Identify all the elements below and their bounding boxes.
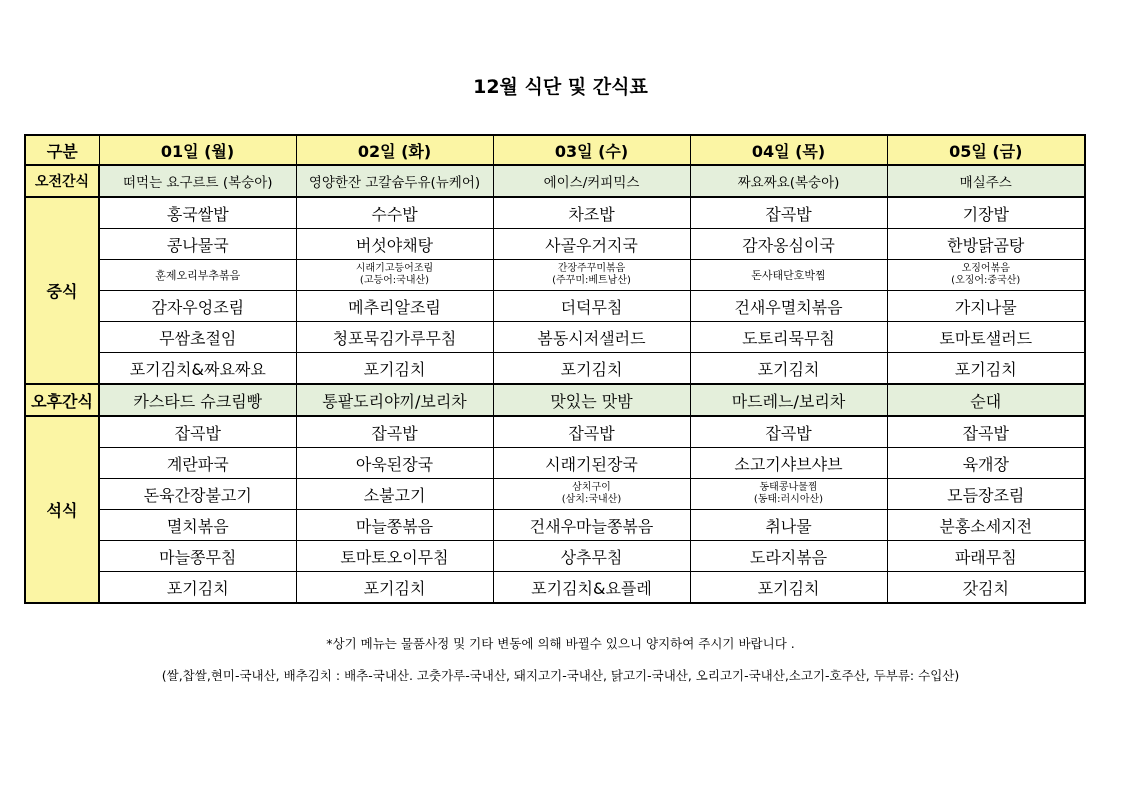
menu-cell: 가지나물 bbox=[887, 291, 1085, 322]
menu-cell bbox=[296, 260, 493, 291]
menu-cell: 잡곡밥 bbox=[690, 197, 887, 229]
menu-cell: 계란파국 bbox=[99, 448, 296, 479]
menu-row bbox=[25, 448, 1085, 479]
menu-cell: 건새우마늘쫑볶음 bbox=[493, 510, 690, 541]
menu-cell: 포기김치 bbox=[690, 572, 887, 604]
origin-note: (동태:러시아산) bbox=[753, 494, 824, 505]
origin-text: (쌀,찹쌀,현미-국내산, 배추김치 : 배추-국내산. 고춧가루-국내산, 돼지고기-국내산, 닭고기-국내산, 오리고기-국내산,소고기-호주산, 두부류: 수입산) bbox=[161, 668, 960, 683]
category-label: 석식 bbox=[25, 416, 99, 603]
day-header: 03일 (수) bbox=[493, 135, 690, 165]
menu-row bbox=[25, 479, 1085, 510]
menu-cell: 시래기된장국 bbox=[493, 448, 690, 479]
menu-cell: 잡곡밥 bbox=[99, 416, 296, 448]
menu-cell: 취나물 bbox=[690, 510, 887, 541]
menu-cell: 잡곡밥 bbox=[296, 416, 493, 448]
menu-cell: 포기김치 bbox=[887, 353, 1085, 385]
menu-cell: 포기김치 bbox=[99, 572, 296, 604]
snack-cell: 매실주스 bbox=[887, 165, 1085, 197]
menu-cell: 훈제오리부추볶음 bbox=[99, 260, 296, 291]
menu-row bbox=[25, 291, 1085, 322]
menu-item-text: 동태콩나물찜 bbox=[759, 482, 818, 493]
menu-row bbox=[25, 229, 1085, 260]
menu-cell: 상추무침 bbox=[493, 541, 690, 572]
menu-cell: 감자옹심이국 bbox=[690, 229, 887, 260]
header-row bbox=[25, 135, 1085, 165]
menu-cell: 포기김치 bbox=[493, 353, 690, 385]
menu-cell: 버섯야채탕 bbox=[296, 229, 493, 260]
menu-cell: 아욱된장국 bbox=[296, 448, 493, 479]
morning-snack-row bbox=[25, 165, 1085, 197]
menu-cell: 육개장 bbox=[887, 448, 1085, 479]
snack-cell: 맛있는 맛밤 bbox=[493, 384, 690, 416]
snack-cell: 짜요짜요(복숭아) bbox=[690, 165, 887, 197]
menu-item-text: 간장주꾸미볶음 bbox=[557, 263, 626, 274]
menu-cell: 더덕무침 bbox=[493, 291, 690, 322]
menu-cell: 포기김치&짜요짜요 bbox=[99, 353, 296, 385]
menu-row bbox=[25, 510, 1085, 541]
day-header: 04일 (목) bbox=[690, 135, 887, 165]
menu-item-text: 삼치구이 bbox=[572, 482, 611, 493]
menu-row bbox=[25, 260, 1085, 291]
menu-cell: 감자우엉조림 bbox=[99, 291, 296, 322]
menu-cell: 메추리알조림 bbox=[296, 291, 493, 322]
menu-cell: 도토리묵무침 bbox=[690, 322, 887, 353]
menu-cell: 잡곡밥 bbox=[887, 416, 1085, 448]
menu-cell: 모듬장조림 bbox=[887, 479, 1085, 510]
header-category: 구분 bbox=[25, 135, 99, 165]
menu-cell: 청포묵김가루무침 bbox=[296, 322, 493, 353]
menu-cell: 포기김치 bbox=[296, 572, 493, 604]
menu-item-text: 오징어볶음 bbox=[961, 263, 1010, 274]
category-label: 오후간식 bbox=[25, 384, 99, 416]
menu-cell: 토마토오이무침 bbox=[296, 541, 493, 572]
menu-cell bbox=[690, 479, 887, 510]
day-header: 01일 (월) bbox=[99, 135, 296, 165]
menu-cell: 마늘쫑무침 bbox=[99, 541, 296, 572]
menu-cell: 포기김치 bbox=[690, 353, 887, 385]
menu-cell: 수수밥 bbox=[296, 197, 493, 229]
snack-cell: 영양한잔 고칼슘두유(뉴케어) bbox=[296, 165, 493, 197]
menu-cell: 갓김치 bbox=[887, 572, 1085, 604]
menu-cell: 소불고기 bbox=[296, 479, 493, 510]
menu-cell bbox=[493, 479, 690, 510]
day-header: 05일 (금) bbox=[887, 135, 1085, 165]
meal-table bbox=[24, 134, 1086, 604]
menu-row bbox=[25, 416, 1085, 448]
menu-cell: 봄동시저샐러드 bbox=[493, 322, 690, 353]
menu-cell: 한방닭곰탕 bbox=[887, 229, 1085, 260]
origin-note: (오징어:중국산) bbox=[951, 275, 1021, 286]
snack-cell: 떠먹는 요구르트 (복숭아) bbox=[99, 165, 296, 197]
menu-cell: 포기김치 bbox=[296, 353, 493, 385]
category-label: 오전간식 bbox=[25, 165, 99, 197]
origin-note: (고등어:국내산) bbox=[359, 275, 430, 286]
category-label: 중식 bbox=[25, 197, 99, 384]
menu-cell: 돈육간장불고기 bbox=[99, 479, 296, 510]
menu-cell: 마늘쫑볶음 bbox=[296, 510, 493, 541]
menu-cell: 홍국쌀밥 bbox=[99, 197, 296, 229]
page-title: 12월 식단 및 간식표 bbox=[473, 76, 648, 98]
snack-cell: 순대 bbox=[887, 384, 1085, 416]
menu-cell bbox=[887, 260, 1085, 291]
menu-cell: 돈사태단호박찜 bbox=[690, 260, 887, 291]
origin-note: (삼치:국내산) bbox=[561, 494, 622, 505]
menu-row bbox=[25, 322, 1085, 353]
menu-cell: 파래무침 bbox=[887, 541, 1085, 572]
snack-cell: 마드레느/보리차 bbox=[690, 384, 887, 416]
menu-cell: 토마토샐러드 bbox=[887, 322, 1085, 353]
day-header: 02일 (화) bbox=[296, 135, 493, 165]
menu-cell: 무쌈초절임 bbox=[99, 322, 296, 353]
snack-cell: 카스타드 슈크림빵 bbox=[99, 384, 296, 416]
menu-item-text: 시래기고등어조림 bbox=[355, 263, 434, 274]
afternoon-snack-row bbox=[25, 384, 1085, 416]
menu-cell: 포기김치&요플레 bbox=[493, 572, 690, 604]
menu-cell: 소고기샤브샤브 bbox=[690, 448, 887, 479]
menu-cell: 기장밥 bbox=[887, 197, 1085, 229]
menu-cell: 콩나물국 bbox=[99, 229, 296, 260]
menu-cell: 차조밥 bbox=[493, 197, 690, 229]
menu-cell: 멸치볶음 bbox=[99, 510, 296, 541]
menu-row bbox=[25, 197, 1085, 229]
menu-cell: 분홍소세지전 bbox=[887, 510, 1085, 541]
menu-cell: 건새우멸치볶음 bbox=[690, 291, 887, 322]
snack-cell: 에이스/커피믹스 bbox=[493, 165, 690, 197]
menu-row bbox=[25, 353, 1085, 385]
menu-cell: 도라지볶음 bbox=[690, 541, 887, 572]
menu-cell: 사골우거지국 bbox=[493, 229, 690, 260]
menu-row bbox=[25, 541, 1085, 572]
menu-row bbox=[25, 572, 1085, 604]
menu-cell: 잡곡밥 bbox=[493, 416, 690, 448]
snack-cell: 통팥도리야끼/보리차 bbox=[296, 384, 493, 416]
origin-note: (주꾸미:베트남산) bbox=[552, 275, 631, 286]
menu-cell: 잡곡밥 bbox=[690, 416, 887, 448]
menu-cell bbox=[493, 260, 690, 291]
notice-text: *상기 메뉴는 물품사정 및 기타 변동에 의해 바뀔수 있으니 양지하여 주시기 바랍니다 . bbox=[326, 636, 795, 651]
